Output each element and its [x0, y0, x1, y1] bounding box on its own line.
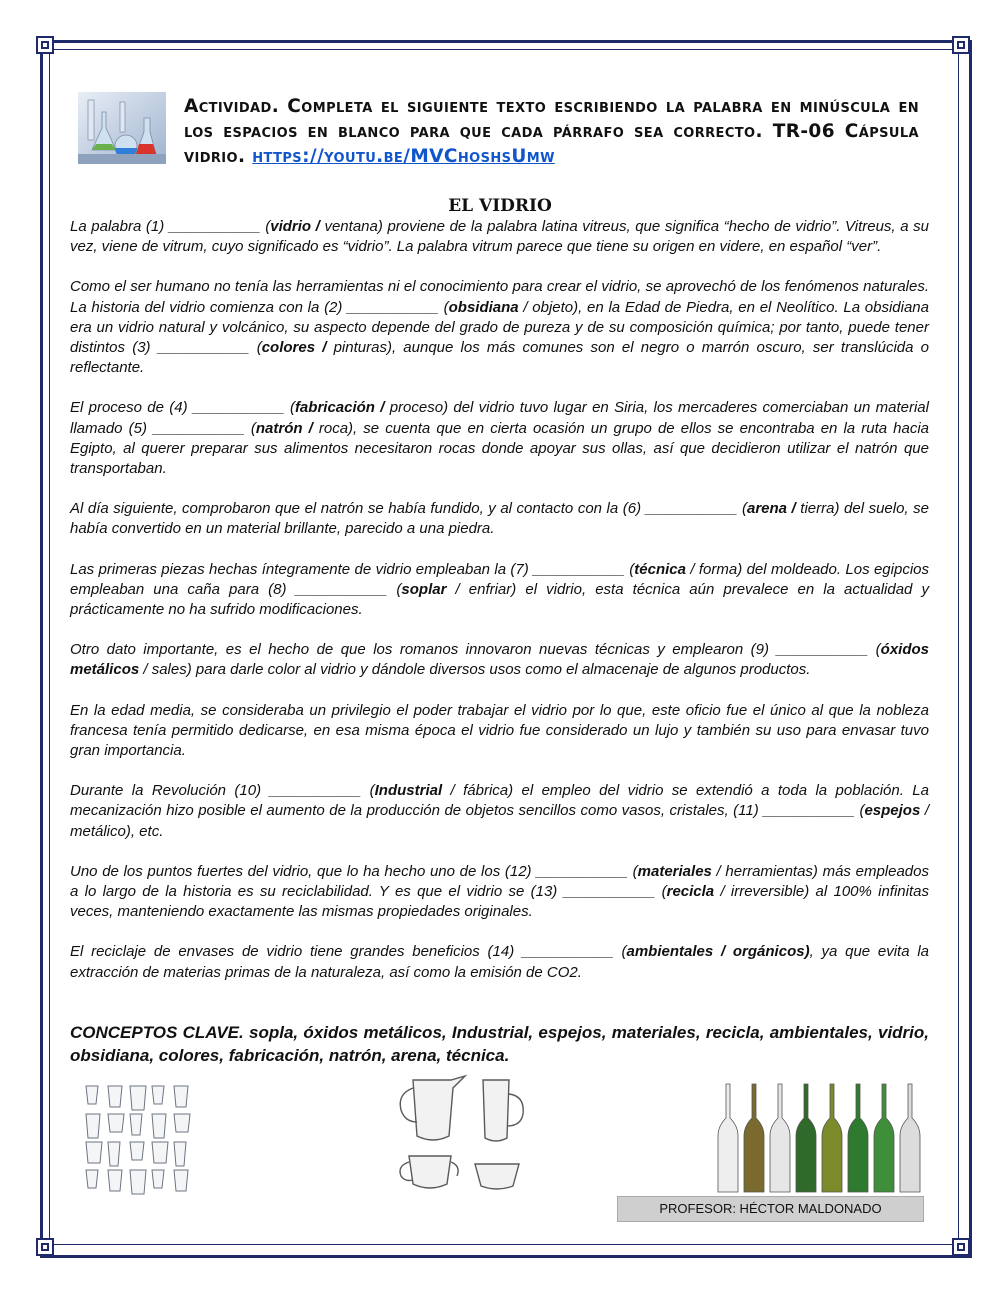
- glass-icon: [108, 1114, 124, 1132]
- key-concepts: CONCEPTOS CLAVE. sopla, óxidos metálicos, Industrial, espejos, materiales, recicla, ambientales, vidrio, obsidiana, colores, fabricación, natrón, arena, técnica.: [70, 1023, 929, 1065]
- bottle-icon: [718, 1084, 738, 1192]
- glass-icon: [108, 1170, 122, 1191]
- video-link[interactable]: https://youtu.be/MVChoshsUmw: [252, 146, 555, 167]
- glass-pitchers-image: [395, 1074, 535, 1198]
- paragraph-6: Otro dato importante, es el hecho de que los romanos innovaron nuevas técnicas y emplearon (9) ___________ (óxidos metálicos / sales) para darle color al vidrio y dándole diversos usos como el almacenaje de algunos productos.: [70, 641, 929, 679]
- bottle-icon: [848, 1084, 868, 1192]
- teacher-label: PROFESOR: HÉCTOR MALDONADO: [617, 1196, 924, 1222]
- glass-icon: [174, 1086, 188, 1107]
- glass-bottles-image: [712, 1080, 922, 1198]
- glass-icon: [86, 1142, 102, 1163]
- lab-glassware-image: [78, 92, 166, 164]
- bottle-icon: [822, 1084, 842, 1192]
- paragraph-9: Uno de los puntos fuertes del vidrio, que lo ha hecho uno de los (12) ___________ (materiales / herramientas) más empleados a lo largo de la historia es su reciclabilidad. Y es que el vidrio se (13) ___________ (recicla / irreversible) al 100% infinitas veces, manteniendo exactamente las mismas propiedades originales.: [70, 862, 929, 921]
- border-corner-ornament: [952, 36, 970, 54]
- glass-icon: [86, 1086, 98, 1104]
- glass-icon: [108, 1086, 122, 1107]
- glass-icon: [86, 1170, 98, 1188]
- glass-icon: [174, 1114, 190, 1132]
- paragraph-5: Las primeras piezas hechas íntegramente de vidrio empleaban la (7) ___________ (técnica / forma) del moldeado. Los egipcios empleaban una caña para (8) ___________ (soplar / enfriar) el vidrio, esta técnica aún prevalece en la actualidad y prácticamente no ha sufrido modificaciones.: [70, 560, 929, 619]
- bottle-icon: [744, 1084, 764, 1192]
- glasses-collection-image: [80, 1082, 198, 1200]
- glass-icon: [174, 1170, 188, 1191]
- document-title: EL VIDRIO: [448, 196, 552, 216]
- paragraph-4: Al día siguiente, comprobaron que el natrón se había fundido, y al contacto con la (6) ___________ (arena / tierra) del suelo, se había convertido en un material brillante, parecido a una piedra.: [70, 500, 929, 538]
- reading-text: [70, 217, 929, 1003]
- bottle-icon: [874, 1084, 894, 1192]
- glass-icon: [152, 1086, 164, 1104]
- border-corner-ornament: [36, 36, 54, 54]
- glass-icon: [86, 1114, 100, 1138]
- paragraph-1: La palabra (1) ___________ (vidrio / ventana) proviene de la palabra latina vitreus, que significa “hecho de vidrio”. Vitreus, a su vez, viene de vitrum, cuyo significado es “vidrio”. La palabra vitrum parece que tiene su origen en videre, en español “ver”.: [70, 218, 929, 256]
- paragraph-7: En la edad media, se consideraba un privilegio el poder trabajar el vidrio por lo que, este oficio fue el único al que la nobleza francesa tenía permitido dedicarse, en esa misma época el vidrio fue considerado un lujo y también su uso para envasar tuvo gran importancia.: [70, 701, 929, 760]
- border-corner-ornament: [36, 1238, 54, 1256]
- glass-icon: [130, 1142, 144, 1160]
- paragraph-8: Durante la Revolución (10) ___________ (Industrial / fábrica) el empleo del vidrio se extendió a toda la población. La mecanización hizo posible el aumento de la producción de objetos sencillos como vasos, cristales, (11) ___________ (espejos / metálico), etc.: [70, 782, 929, 840]
- glass-icon: [130, 1170, 146, 1194]
- bottle-icon: [770, 1084, 790, 1192]
- paragraph-3: El proceso de (4) ___________ (fabricación / proceso) del vidrio tuvo lugar en Siria, los mercaderes comerciaban un material llamado (5) ___________ (natrón / roca), se cuenta que en cierta ocasión un grupo de ellos se encontraba en la ruta hacia Egipto, al querer preparar sus alimentos necesitaron rocas donde apoyar sus ollas, así que decidieron utilizar el natrón que transportaban.: [70, 399, 930, 478]
- glass-icon: [108, 1142, 120, 1166]
- bottle-icon: [796, 1084, 816, 1192]
- glass-icon: [130, 1086, 146, 1110]
- border-corner-ornament: [952, 1238, 970, 1256]
- paragraph-10: El reciclaje de envases de vidrio tiene grandes beneficios (14) ___________ (ambientales / orgánicos), ya que evita la extracción de materias primas de la naturaleza, así como la emisión de CO2.: [70, 943, 930, 981]
- glass-icon: [152, 1142, 168, 1163]
- instructions-text: Actividad. Completa el siguiente texto escribiendo la palabra en minúscula en los espacios en blanco para que cada párrafo sea correcto. TR-06 Cápsula vidrio.: [184, 96, 919, 167]
- glass-icon: [174, 1142, 186, 1166]
- glass-icon: [152, 1114, 166, 1138]
- glass-icon: [152, 1170, 164, 1188]
- paragraph-2: Como el ser humano no tenía las herramientas ni el conocimiento para crear el vidrio, se aprovechó de los fenómenos naturales. La historia del vidrio comienza con la (2) ___________ (obsidiana / objeto), en la Edad de Piedra, en el Neolítico. La obsidiana era un vidrio natural y volcánico, su aspecto depende del grado de pureza y de su composición química; por tanto, puede tener distintos (3) ___________ (colores / pinturas), aunque los más comunes son el negro o marrón oscuro, ser translúcida o reflectante.: [70, 278, 929, 377]
- bottle-icon: [900, 1084, 920, 1192]
- glass-icon: [130, 1114, 142, 1135]
- activity-instructions: [184, 94, 919, 169]
